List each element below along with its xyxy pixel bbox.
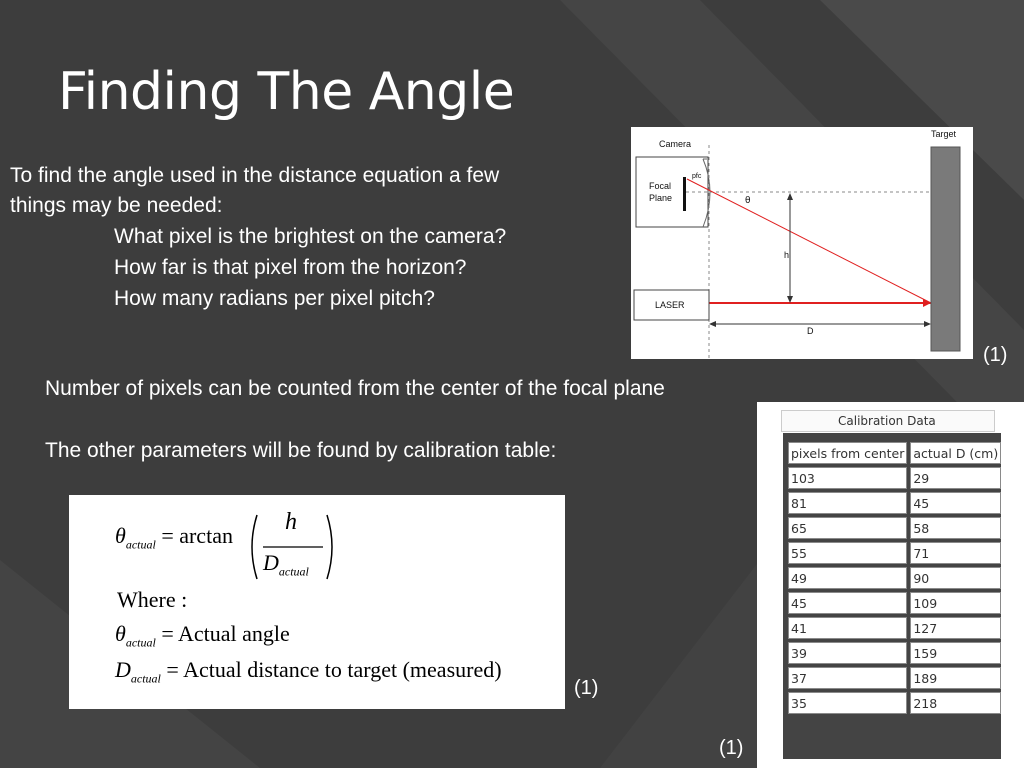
d-symbol: D: [115, 657, 131, 682]
distance-cell: 90: [910, 567, 1001, 589]
where-label: Where :: [117, 587, 188, 612]
table-row: [788, 567, 1001, 589]
bullet-brightest-pixel: What pixel is the brightest on the camera?: [114, 225, 507, 248]
pixels-cell: 45: [788, 592, 907, 614]
table-row: [788, 542, 1001, 564]
camera-box: [636, 157, 708, 227]
d-symbol: D: [263, 550, 279, 575]
target-wall: [931, 147, 960, 351]
header-pixels-from-center: pixels from center: [788, 442, 907, 464]
theta-label: θ: [745, 196, 751, 206]
table-row: [788, 642, 1001, 664]
slide-title: Finding The Angle: [58, 62, 515, 122]
distance-cell: 58: [910, 517, 1001, 539]
pixels-cell: 37: [788, 667, 907, 689]
calibration-table-frame: [783, 433, 1001, 759]
table-citation: (1): [719, 737, 744, 759]
reflected-beam: [687, 179, 931, 303]
focal-plane-bar: [683, 177, 686, 211]
bullet-pixel-distance: How far is that pixel from the horizon?: [114, 256, 467, 279]
actual-subscript: actual: [125, 635, 156, 650]
actual-subscript: actual: [278, 564, 309, 579]
theta-definition: [115, 621, 290, 650]
calibration-table: [785, 439, 1004, 717]
distance-cell: 29: [910, 467, 1001, 489]
fraction-numerator: [285, 509, 297, 536]
table-row: [788, 692, 1001, 714]
pixels-cell: 65: [788, 517, 907, 539]
laser-label: LASER: [655, 300, 685, 310]
pixels-cell: 41: [788, 617, 907, 639]
theta-definition-text: = Actual angle: [161, 621, 290, 646]
camera-label: Camera: [659, 139, 692, 149]
distance-cell: 45: [910, 492, 1001, 514]
d-definition: [115, 657, 502, 686]
geometry-diagram: [631, 127, 973, 359]
table-row: [788, 592, 1001, 614]
theta-symbol: θ: [115, 523, 126, 548]
calibration-caption-box: [781, 410, 995, 432]
d-label: D: [807, 326, 814, 336]
pixels-cell: 103: [788, 467, 907, 489]
d-definition-text: = Actual distance to target (measured): [166, 657, 502, 682]
calibration-note: The other parameters will be found by calibration table:: [45, 439, 557, 462]
distance-cell: 218: [910, 692, 1001, 714]
pfc-label: pfc: [692, 173, 702, 180]
focal-plane-label-1: Focal: [649, 181, 672, 191]
fraction-denominator: [263, 550, 309, 579]
theta-symbol: θ: [115, 621, 126, 646]
target-label: Target: [931, 129, 957, 139]
table-row: [788, 467, 1001, 489]
pixels-cell: 35: [788, 692, 907, 714]
formula-citation: (1): [574, 677, 599, 699]
actual-subscript: actual: [130, 671, 161, 686]
angle-formula: [69, 495, 565, 709]
intro-line-2: things may be needed:: [10, 194, 223, 217]
distance-cell: 109: [910, 592, 1001, 614]
distance-cell: 71: [910, 542, 1001, 564]
distance-cell: 159: [910, 642, 1001, 664]
table-row: [788, 517, 1001, 539]
arctan-text: = arctan: [161, 523, 233, 548]
formula-main-line: [115, 523, 233, 552]
pixels-cell: 55: [788, 542, 907, 564]
h-symbol: h: [285, 509, 297, 535]
table-header-row: [788, 442, 1001, 464]
table-row: [788, 492, 1001, 514]
distance-cell: 189: [910, 667, 1001, 689]
focal-plane-label-2: Plane: [649, 193, 673, 203]
calibration-caption: Calibration Data: [838, 414, 936, 428]
pixels-cell: 49: [788, 567, 907, 589]
header-actual-d: actual D (cm): [910, 442, 1001, 464]
table-row: [788, 667, 1001, 689]
distance-cell: 127: [910, 617, 1001, 639]
diagram-citation: (1): [983, 344, 1008, 366]
actual-subscript: actual: [125, 537, 156, 552]
intro-line-1: To find the angle used in the distance equation a few: [10, 164, 500, 187]
calibration-data-panel: [757, 402, 1024, 768]
pixels-count-note: Number of pixels can be counted from the center of the focal plane: [45, 377, 665, 400]
bullet-radians-per-pixel: How many radians per pixel pitch?: [114, 287, 435, 310]
pixels-cell: 39: [788, 642, 907, 664]
pixels-cell: 81: [788, 492, 907, 514]
h-label: h: [784, 250, 790, 260]
table-row: [788, 617, 1001, 639]
